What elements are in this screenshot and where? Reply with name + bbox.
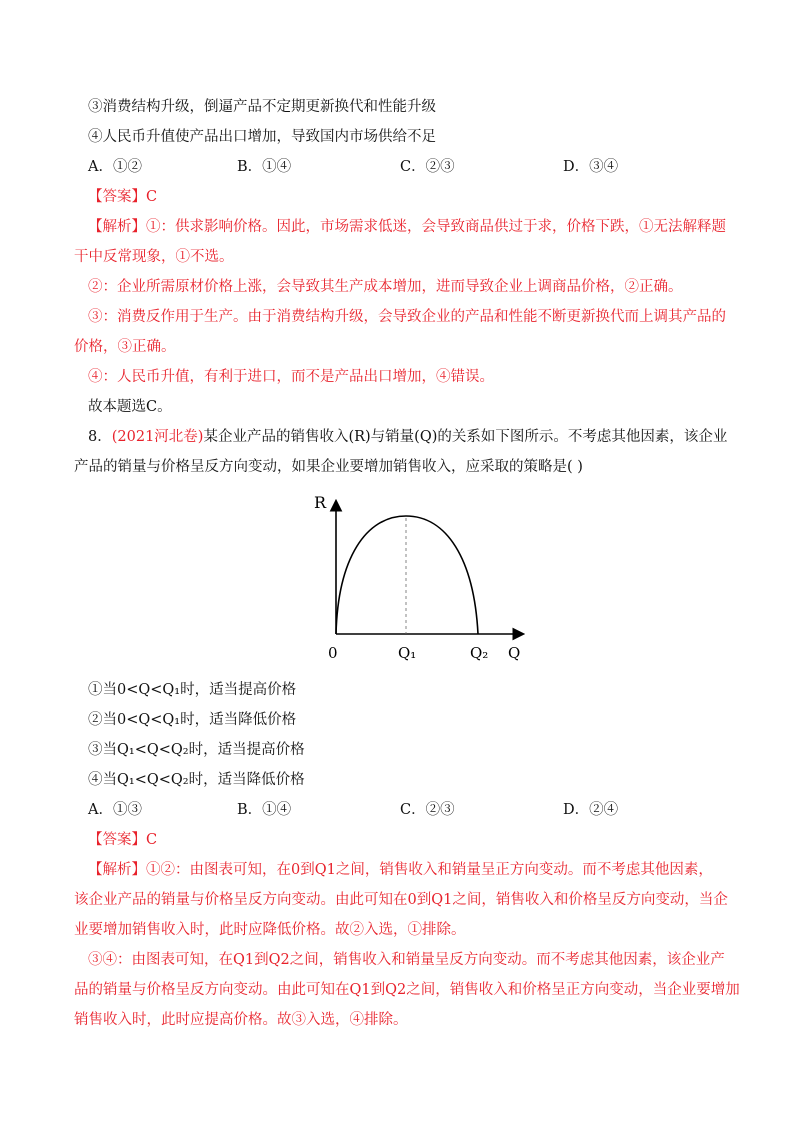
q8-option-a: A．①③ [88, 802, 142, 818]
x-axis-label: Q [508, 644, 521, 662]
q7-item-3: ③消费结构升级，倒逼产品不定期更新换代和性能升级 [88, 99, 436, 115]
q7-analysis-line-5: 价格，③正确。 [74, 339, 176, 355]
q2-label: Q₂ [470, 644, 489, 662]
q8-analysis-line-3: 业要增加销售收入时，此时应降低价格。故②入选，①排除。 [74, 922, 466, 938]
q8-analysis-line-1: 【解析】①②：由图表可知，在0到Q1之间，销售收入和销量呈正方向变动。而不考虑其他因素， [88, 862, 713, 878]
q8-stem-text: 某企业产品的销售收入(R)与销量(Q)的关系如下图所示。不考虑其他因素，该企业 [203, 429, 728, 445]
q8-stem-line-2: 产品的销量与价格呈反方向变动，如果企业要增加销售收入，应采取的策略是( ) [74, 459, 583, 475]
q8-item-1: ①当0<Q<Q₁时，适当提高价格 [88, 682, 297, 698]
q8-analysis-line-6: 销售收入时，此时应提高价格。故③入选，④排除。 [74, 1012, 408, 1028]
q8-item-3: ③当Q₁<Q<Q₂时，适当提高价格 [88, 742, 305, 758]
q8-option-d: D．②④ [563, 802, 619, 818]
q8-answer: 【答案】C [88, 832, 158, 848]
q8-item-2: ②当0<Q<Q₁时，适当降低价格 [88, 712, 297, 728]
revenue-quantity-figure [300, 488, 540, 668]
q7-item-4: ④人民币升值使产品出口增加，导致国内市场供给不足 [88, 129, 436, 145]
q8-analysis-line-5: 品的销量与价格呈反方向变动。由此可知在Q1到Q2之间，销售收入和价格呈正方向变动，当企业要增加 [74, 982, 740, 998]
q8-source: (2021河北卷) [111, 429, 204, 445]
q8-item-4: ④当Q₁<Q<Q₂时，适当降低价格 [88, 772, 305, 788]
q7-analysis-line-2: 干中反常现象，①不选。 [74, 249, 234, 265]
q8-option-b: B．①④ [237, 802, 292, 818]
q8-analysis-line-2: 该企业产品的销量与价格呈反方向变动。由此可知在0到Q1之间，销售收入和价格呈反方向变动，当企 [74, 892, 728, 908]
revenue-curve [336, 516, 478, 634]
q1-label: Q₁ [398, 644, 417, 662]
q7-analysis-line-4: ③：消费反作用于生产。由于消费结构升级，会导致企业的产品和性能不断更新换代而上调其产品的 [88, 309, 726, 325]
q8-analysis-line-4: ③④：由图表可知，在Q1到Q2之间，销售收入和销量呈反方向变动。而不考虑其他因素，该企业产 [88, 952, 725, 968]
q7-answer: 【答案】C [88, 189, 158, 205]
q7-option-d: D．③④ [563, 159, 619, 175]
q7-option-c: C．②③ [400, 159, 455, 175]
q7-analysis-line-1: 【解析】①：供求影响价格。因此，市场需求低迷，会导致商品供过于求，价格下跌，①无法解释题 [88, 219, 726, 235]
q7-option-a: A．①② [88, 159, 142, 175]
origin-label: 0 [328, 644, 338, 662]
q7-option-b: B．①④ [237, 159, 292, 175]
q8-number: 8． [88, 429, 112, 445]
q8-option-c: C．②③ [400, 802, 455, 818]
q7-conclusion: 故本题选C。 [88, 399, 172, 415]
q7-analysis-line-6: ④：人民币升值，有利于进口，而不是产品出口增加，④错误。 [88, 369, 494, 385]
q7-analysis-line-3: ②：企业所需原材价格上涨，会导致其生产成本增加，进而导致企业上调商品价格，②正确。 [88, 279, 683, 295]
q8-stem-line-1 [88, 427, 727, 447]
y-axis-label: R [314, 493, 327, 512]
